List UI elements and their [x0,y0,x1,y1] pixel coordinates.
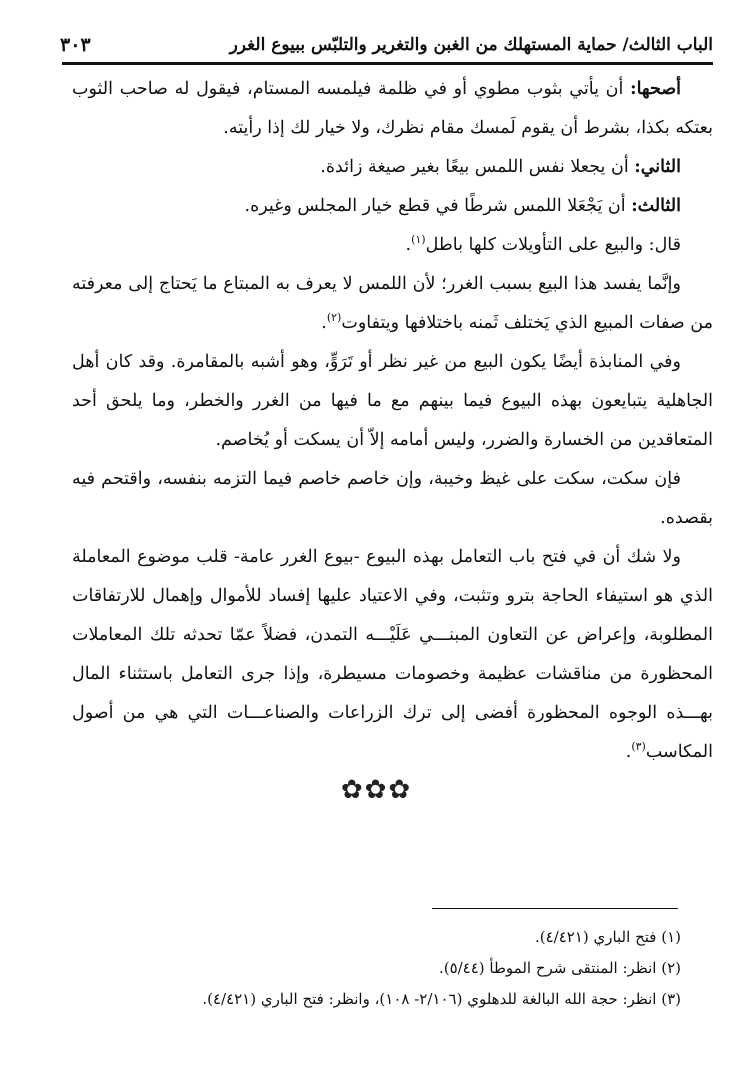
paragraph-text: وفي المنابذة أيضًا يكون البيع من غير نظر أو تَرَوٍّ، وهو أشبه بالمقامرة. وقد كان أهل الجاهلية يتبايعون بهذه البيوع فيما بينهم مع ما فيها من الغرر والخطر، وما يلحق أحد المتعاقدين من الخسارة والضرر، وليس أمامه إلاّ أن يسكت أو يُخاصم. [72,352,713,450]
paragraph [72,148,713,187]
section-ornament-icon: ✿✿✿ [340,775,413,805]
footnote-marker[interactable]: (٢) [326,311,342,325]
paragraph [72,187,713,226]
running-header [60,28,713,62]
paragraph [72,460,713,538]
paragraph [72,226,713,265]
paragraph-text: ولا شك أن في فتح باب التعامل بهذه البيوع -بيوع الغرر عامة- قلب موضوع المعاملة الذي هو استيفاء الحاجة بترو وتثبت، وفي الاعتياد عليها إفساد للأموال وإهمال للارتفاقات المطلوبة، وإعراض عن التعاون المبنـــي عَلَيْـــه التمدن، فضلاً عمّا تحدثه تلك المعاملات المحظورة من مناقشات عظيمة وخصومات مسيطرة، وإذا جرى التعامل باستثناء المال بهـــذه الوجوه المحظورة أفضى إلى ترك الزراعات والصناعـــات التي هي من أصول المكاسب [72,547,713,762]
main-text [72,70,713,772]
footnote: (١) فتح الباري (٤/٤٢١). [534,928,681,946]
chapter-title: الباب الثالث/ حماية المستهلك من الغبن والتغرير والتلبّس ببيوع الغرر [229,35,713,55]
footnote-marker[interactable]: (٣) [631,740,646,754]
paragraph-lead: أصحها: [630,79,681,99]
footnote-rule [432,908,678,909]
paragraph-text: أن يَجْعَلا اللمس شرطًا في قطع خيار المجلس وغيره. [244,196,632,216]
paragraph-text: أن يأتي بثوب مطوي أو في ظلمة فيلمسه المستام، فيقول له صاحب الثوب بعتكه بكذا، بشرط أن يقوم لَمسك مقام نظرك، ولا خيار لك إذا رأيته. [72,79,713,138]
footnote: (٣) انظر: حجة الله البالغة للدهلوي (٢/١٠٦- ١٠٨)، وانظر: فتح الباري (٤/٤٢١). [202,990,681,1008]
paragraph [72,265,713,343]
paragraph-tail: . [405,235,412,255]
page-number: ٣٠٣ [60,34,91,56]
paragraph-tail: . [321,313,327,333]
paragraph-lead: الثالث: [631,196,681,216]
footnote: (٢) انظر: المنتقى شرح الموطأ (٥/٤٤). [438,959,681,977]
paragraph [72,538,713,772]
paragraph-text: وإنَّما يفسد هذا البيع بسبب الغرر؛ لأن اللمس لا يعرف به المبتاع ما يَحتاج إلى معرفته من صفات المبيع الذي يَختلف ثَمنه باختلافها ويتفاوت [72,274,713,333]
paragraph [72,70,713,148]
paragraph [72,343,713,460]
paragraph-text: قال: والبيع على التأويلات كلها باطل [425,235,681,255]
paragraph-lead: الثاني: [634,157,681,177]
footnotes [72,922,681,1015]
paragraph-tail: . [625,742,632,762]
footnote-marker[interactable]: (١) [411,233,426,247]
header-rule [62,62,713,65]
paragraph-text: أن يجعلا نفس اللمس بيعًا بغير صيغة زائدة. [320,157,635,177]
paragraph-text: فإن سكت، سكت على غيظ وخيبة، وإن خاصم خاصم فيما التزمه بنفسه، واقتحم فيه بقصده. [72,469,713,528]
